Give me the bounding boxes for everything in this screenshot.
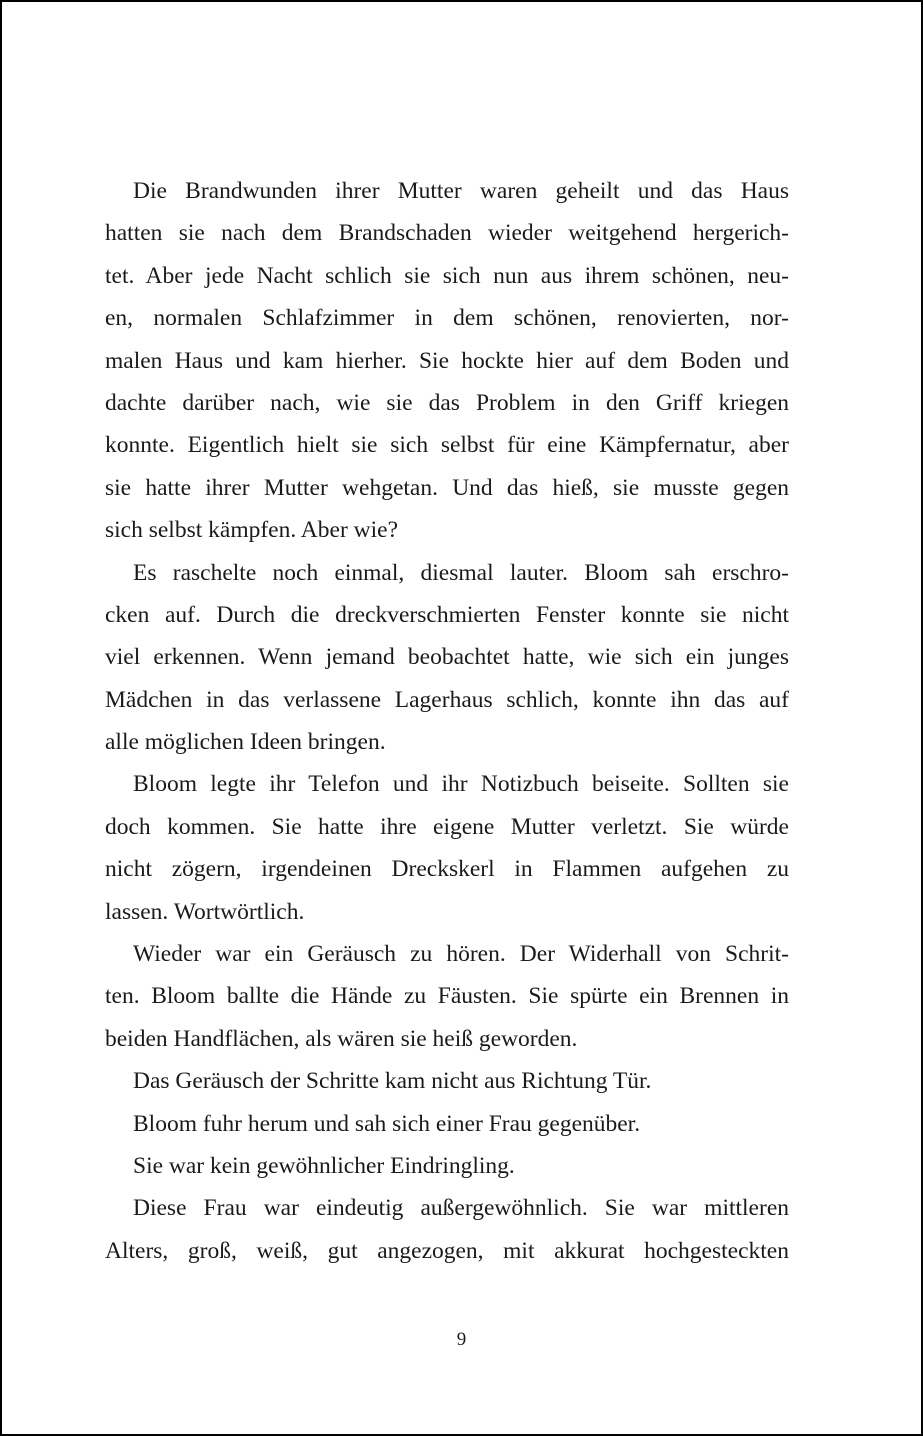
paragraph: [105, 1103, 789, 1145]
text-line: Bloom fuhr herum und sah sich einer Frau gegenüber.: [133, 1110, 641, 1137]
text-line: cken auf. Durch die dreckverschmierten Fenster konnte sie nicht: [105, 601, 789, 628]
text-line: tet. Aber jede Nacht schlich sie sich nun aus ihrem schönen, neu-: [105, 262, 789, 289]
paragraph: [105, 552, 789, 764]
text-line: Alters, groß, weiß, gut angezogen, mit akkurat hochgesteckten: [105, 1237, 789, 1264]
text-line: sie hatte ihrer Mutter wehgetan. Und das hieß, sie musste gegen: [105, 474, 789, 501]
text-line: doch kommen. Sie hatte ihre eigene Mutter verletzt. Sie würde: [105, 813, 789, 840]
paragraph: [105, 1187, 789, 1272]
text-line: viel erkennen. Wenn jemand beobachtet hatte, wie sich ein junges: [105, 644, 789, 671]
text-line: Das Geräusch der Schritte kam nicht aus Richtung Tür.: [133, 1068, 652, 1095]
text-line: Es raschelte noch einmal, diesmal lauter. Bloom sah erschro-: [133, 559, 789, 586]
paragraph: [105, 170, 789, 552]
text-line: malen Haus und kam hierher. Sie hockte hier auf dem Boden und: [105, 347, 789, 374]
page-number: 9: [456, 1329, 467, 1350]
text-line: ten. Bloom ballte die Hände zu Fäusten. Sie spürte ein Brennen in: [105, 983, 789, 1010]
text-line: konnte. Eigentlich hielt sie sich selbst für eine Kämpfernatur, aber: [105, 432, 789, 459]
text-line: lassen. Wortwörtlich.: [105, 898, 305, 925]
text-line: alle möglichen Ideen bringen.: [105, 729, 386, 756]
text-line: dachte darüber nach, wie sie das Problem in den Griff kriegen: [105, 389, 789, 416]
text-line: Die Brandwunden ihrer Mutter waren geheilt und das Haus: [133, 178, 789, 204]
paragraph: [105, 1060, 789, 1102]
text-line: Diese Frau war eindeutig außergewöhnlich. Sie war mittleren: [133, 1195, 789, 1222]
paragraph: [105, 933, 789, 1060]
text-line: beiden Handflächen, als wären sie heiß geworden.: [105, 1025, 578, 1052]
text-line: nicht zögern, irgendeinen Dreckskerl in Flammen aufgehen zu: [105, 856, 789, 883]
text-line: hatten sie nach dem Brandschaden wieder weitgehend hergerich-: [105, 220, 789, 247]
paragraph: [105, 763, 789, 933]
text-line: en, normalen Schlafzimmer in dem schönen, renovierten, nor-: [105, 305, 789, 332]
body-text: [105, 170, 789, 1272]
text-line: Bloom legte ihr Telefon und ihr Notizbuch beiseite. Sollten sie: [133, 771, 789, 798]
paragraph: [105, 1145, 789, 1187]
text-line: Mädchen in das verlassene Lagerhaus schlich, konnte ihn das auf: [105, 686, 789, 713]
text-line: sich selbst kämpfen. Aber wie?: [105, 517, 399, 544]
text-line: Wieder war ein Geräusch zu hören. Der Widerhall von Schrit-: [133, 941, 789, 968]
text-line: Sie war kein gewöhnlicher Eindringling.: [133, 1152, 515, 1179]
